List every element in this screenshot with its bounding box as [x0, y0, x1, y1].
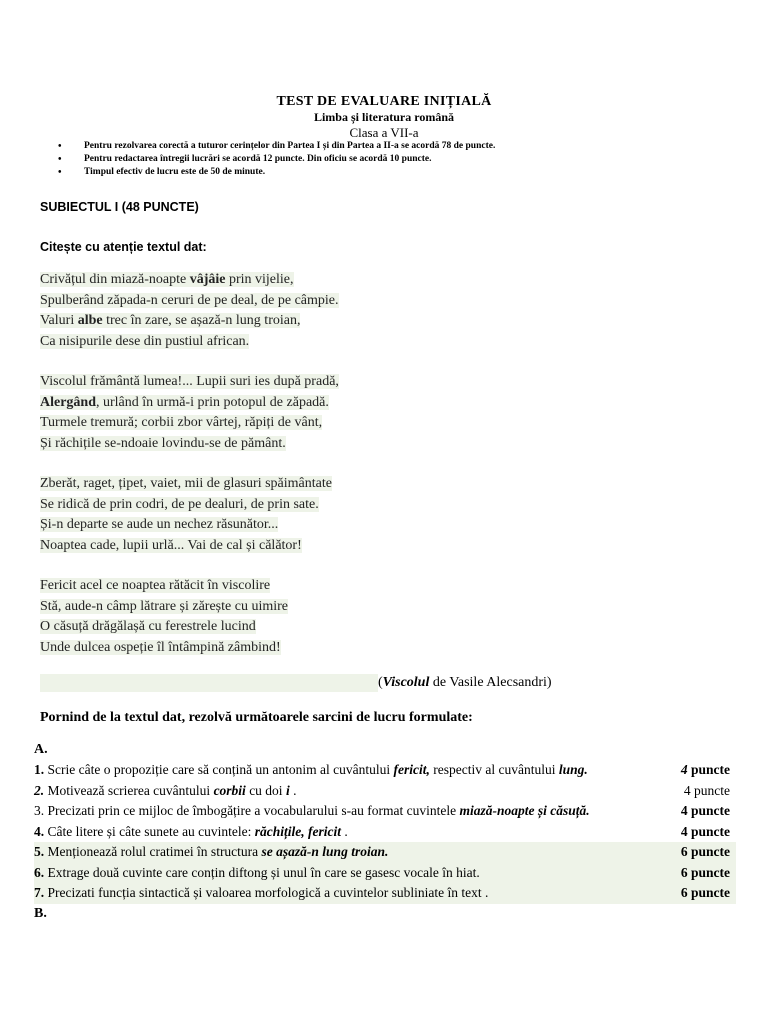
- poem-line: Valuri albe trec în zare, se așază-n lung troian,: [40, 313, 301, 328]
- task-item: 6. Extrage două cuvinte care conțin diftong și unul în care se gasesc vocale în hiat. 6 puncte: [34, 863, 736, 884]
- poem-line: Ca nisipurile dese din pustiul african.: [40, 333, 250, 349]
- task-item: 7. Precizati funcția sintactică și valoarea morfologică a cuvintelor subliniate în text . 6 puncte: [34, 883, 736, 904]
- instructions-list: [58, 140, 495, 179]
- poem-line: Noaptea cade, lupii urlă... Vai de cal și călător!: [40, 537, 302, 553]
- highlight-bar: [40, 674, 378, 692]
- poem-line: O căsuță drăgălașă cu ferestrele lucind: [40, 619, 256, 634]
- task-points: 4 puncte: [680, 823, 730, 839]
- instruction-item: • Pentru rezolvarea corectă a tuturor cerințelor din Partea I și din Partea a II-a se acordă 78 de puncte.: [58, 140, 495, 153]
- instruction-item: • Pentru redactarea întregii lucrări se acordă 12 puncte. Din oficiu se acordă 10 puncte.: [58, 153, 495, 166]
- task-points: 4 puncte: [680, 762, 730, 777]
- section-a-label: A.: [34, 742, 48, 757]
- poem-line: Stă, aude-n câmp lătrare și zărește cu uimire: [40, 598, 288, 614]
- poem-source: (Viscolul de Vasile Alecsandri): [40, 674, 552, 692]
- subject-subtitle: Limba și literatura română: [313, 110, 455, 124]
- poem-line: Se ridică de prin codri, de pe dealuri, de prin sate.: [40, 496, 319, 512]
- read-instruction: Citește cu atenție textul dat:: [40, 240, 207, 254]
- task-intro: Pornind de la textul dat, rezolvă următoarele sarcini de lucru formulate:: [40, 710, 473, 725]
- source-work-title: Viscolul: [382, 675, 430, 690]
- poem-line: Turmele tremură; corbii zbor vârtej, răpiți de vânt,: [40, 415, 323, 430]
- task-item: 3. Precizati prin ce mijloc de îmbogățire a vocabularului s-au format cuvintele miază-noapte și căsuță. 4 puncte: [34, 801, 736, 822]
- poem-stanza-1: [40, 270, 339, 352]
- task-points: 4 puncte: [680, 803, 730, 818]
- task-item: 2. Motivează scrierea cuvântului corbii cu doi i . 4 puncte: [34, 781, 736, 802]
- task-list: [34, 760, 736, 904]
- poem-line: Alergând, urlând în urmă-i prin potopul de zăpadă.: [40, 394, 329, 410]
- task-points: 6 puncte: [680, 885, 730, 900]
- task-points: 4 puncte: [683, 782, 730, 798]
- poem-stanza-3: [40, 474, 339, 556]
- task-item: 1. Scrie câte o propoziție care să conțină un antonim al cuvântului fericit, respectiv al cuvântului lung. 4 puncte: [34, 760, 736, 781]
- poem-line: Și răchițile se-ndoaie lovindu-se de pământ.: [40, 435, 286, 451]
- poem-line: Zberăt, raget, țipet, vaiet, mii de glasuri spăimântate: [40, 476, 332, 491]
- poem-line: Fericit acel ce noaptea rătăcit în viscolire: [40, 578, 271, 593]
- instruction-item: • Timpul efectiv de lucru este de 50 de minute.: [58, 166, 495, 179]
- task-item: 5. Menționează rolul cratimei în structura se așază-n lung troian. 6 puncte: [34, 842, 736, 863]
- poem-line: Spulberând zăpada-n ceruri de pe deal, de pe câmpie.: [40, 292, 339, 308]
- task-points: 6 puncte: [680, 864, 730, 880]
- poem-line: Viscolul frământă lumea!... Lupii suri ies după pradă,: [40, 374, 339, 389]
- class-label: Clasa a VII-a: [349, 125, 419, 140]
- task-item: 4. Câte litere și câte sunete au cuvintele: răchițile, fericit . 4 puncte: [34, 822, 736, 843]
- test-title: TEST DE EVALUARE INIȚIALĂ: [276, 94, 492, 109]
- poem-stanza-2: [40, 372, 339, 454]
- task-points: 6 puncte: [680, 844, 730, 859]
- poem: [40, 270, 339, 678]
- subject-heading: SUBIECTUL I (48 PUNCTE): [40, 200, 199, 214]
- poem-line: Crivățul din miază-noapte vâjâie prin vijelie,: [40, 272, 294, 287]
- poem-line: Unde dulcea ospeție îl întâmpină zâmbind!: [40, 639, 281, 655]
- poem-line: Și-n departe se aude un nechez răsunător...: [40, 517, 279, 532]
- poem-stanza-4: [40, 576, 339, 658]
- section-b-label: B.: [34, 906, 47, 921]
